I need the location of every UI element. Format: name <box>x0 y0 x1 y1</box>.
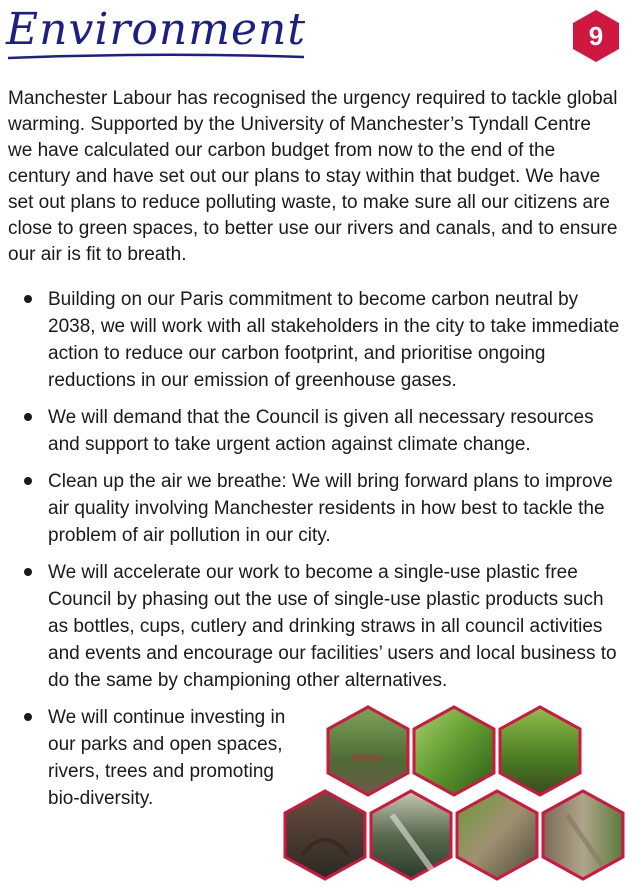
park-photo <box>328 707 408 795</box>
list-item: We will accelerate our work to become a single-use plastic free Council by phasing out the use of single-use plastic products such as bottles, cups, cutlery and drinking straws in all council activities and events and encourage our facilities’ users and local business to do the same by championing other alternatives. <box>22 559 620 694</box>
woodland-photo <box>500 707 580 795</box>
canal-bridge-photo <box>285 791 365 879</box>
page-title: Environment <box>6 4 307 55</box>
canal-greenery-photo <box>457 791 537 879</box>
page-number-badge <box>571 8 621 64</box>
intro-paragraph: Manchester Labour has recognised the urgency required to tackle global warming. Supported by the University of Manchester’s Tyndall Centre we have calculated our carbon budget from now to the end of the century and have set out our plans to stay within that budget. We have set out plans to reduce polluting waste, to make sure all our citizens are close to green spaces, to better use our rivers and canals, and to ensure our air is fit to breath. <box>8 88 618 265</box>
canal-water-photo <box>371 791 451 879</box>
list-item: We will demand that the Council is given all necessary resources and support to take urgent action against climate change. <box>22 404 620 458</box>
list-item: We will continue investing in our parks and open spaces, rivers, trees and promoting bio-diversity. <box>22 704 308 812</box>
list-item: Building on our Paris commitment to become carbon neutral by 2038, we will work with all stakeholders in the city to take immediate action to reduce our carbon footprint, and prioritise ongoing reductions in our emission of greenhouse gases. <box>22 286 620 394</box>
photo-gallery <box>282 705 634 885</box>
list-item: Clean up the air we breathe: We will bring forward plans to improve air quality involving Manchester residents in how best to tackle the problem of air pollution in our city. <box>22 468 620 549</box>
title-swash <box>6 52 306 62</box>
page-number: 9 <box>588 21 604 51</box>
trees-photo <box>414 707 494 795</box>
